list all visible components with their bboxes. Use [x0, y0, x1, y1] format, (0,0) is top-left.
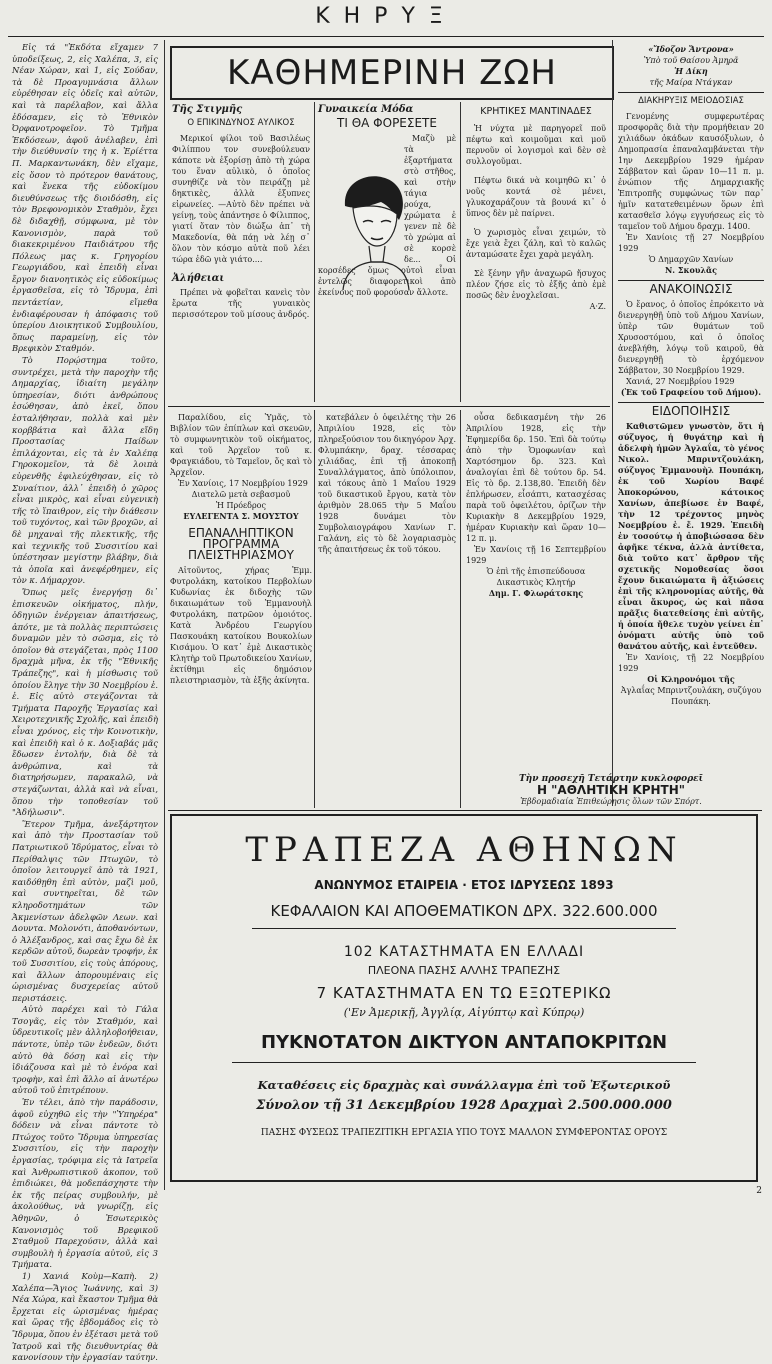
column-rule: [460, 102, 461, 402]
notice-body: Παραλίδου, εἰς Ὑμᾶς, τὸ Βιβλίον τῶν ἐπίπλων καὶ σκευῶν, τὸ συμφωνητικὸν τοῦ οἰκήματος, καὶ τοῦ Ἀρχεῖον τοῦ κ. Φραγκιάδου, τὸ Ταμεῖον, ὅς καὶ τὸ Ἀρχεῖον.: [170, 413, 312, 477]
notice-date: Ἐν Χανίοις τῇ 16 Σεπτεμβρίου 1929: [466, 545, 606, 565]
notice-signatory: Δημ. Γ. Φλωράτσκης: [488, 588, 584, 598]
article-kicker: Τῆς Στιγμῆς: [172, 104, 243, 115]
notice-body: κατεβάλεν ὁ ὀφειλέτης τὴν 26 Ἀπριλίου 1928, εἰς τὸν πληρεξούσιον του δικηγόρον Ἀρχ. Φλυμπάκην, δραχ. τέσσαρας χιλιάδας, ἐπὶ τῇ ἀποκοπῇ Συναλλάγματος, ἀπὸ ὑπόλοιπον, καὶ τόκους ἀπὸ 1 Μαΐου 1929 τοῦ δικαστικοῦ ἔργου, κατὰ τὸν ἀριθμὸν 28.065 τὴν 5 Μαΐου 1928 δυνάμει τὸν Συμβολαιογράφου Χανίων Γ. Γαλάνη, εἰς τὸ δὲ λογαριασμὸς τῆς ἀπαιτήσεως ἐκ τοῦ τόκου.: [318, 413, 456, 554]
article-body: Μερικοί φίλοι τοῦ Βασιλέως Φιλίππου τον συνεβούλευαν κάποτε νὰ ἐξορίσῃ ἀπὸ τὴ χώρα του ἕναν αὐλικὸ, ὁ ὁποῖος συνηθίζε νὰ τὸν πειράζῃ μὲ δηκτικὲς, ἀλλὰ ἐξυπνες εἰρωνείες. —Αὐτὸ δὲν πρέπει νὰ γείνῃ, τοὺς ἀπάντησε ὁ Φίλιππος, γιατί ὅταν τὸν διώξω ἀπ᾽ τὴ Μακεδονία, θὰ πάῃ νὰ λέῃ σ᾽ ὅλον τὸν κόσμο αὐτὰ ποῦ λέει τώρα ἐδῶ γιὰ γιάτο....: [172, 134, 310, 264]
ad-rule: [232, 1062, 696, 1063]
notice-closing: Διατελῶ μετὰ σεβασμοῦ: [191, 490, 291, 499]
paper-title: Η "ΑΘΛΗΤΙΚΗ ΚΡΗΤΗ": [536, 783, 686, 797]
column-rule: [314, 102, 315, 402]
book-subtitle: τῆς Μαίρα Ντάγκαν: [649, 78, 733, 87]
section-signatory: Ἀγλαΐας Μπριντζουλάκη, συζύγου Πουπάκη.: [620, 686, 762, 706]
article-stigmes: [172, 104, 310, 404]
stanza: Σὲ ξένην γῆν ἀναχωρῶ ἤσυχος πλέον ζήσε εἰς τὸ ἐξῆς ἀπὸ ἐμὲ ποσῶς δὲν ἐνοχλεῖσαι.: [466, 269, 606, 300]
notice-date: Ἐν Χανίοις, 17 Νοεμβρίου 1929: [178, 479, 308, 488]
page-number: 2: [756, 1186, 762, 1196]
notice-body: οὖσα δεδικασμένη τὴν 26 Ἀπριλίου 1928, εἰς τὴν Ἑφημερίδα δρ. 150. Ἐπὶ δὰ τούτῳ ἀπὸ τὴν Ὁμοφωνίαν καὶ Χαρτόσημον δρ. 323. Καὶ ἀναλογίαι ἐπὶ δὲ τούτου δρ. 54. Εἰς τὸ δρ. 2.138,80. Ἐπειδὴ δὲν ἐπλήρωσεν, εἶσάπτι, κατασχέσας παρὰ τοῦ ὀφειλέτου, ὁρίζων τὴν Κυριακὴν 8 Δεκεμβρίου 1929, ἡμέραν Κυριακὴν καὶ ὥραν 10—12 π. μ.: [466, 413, 606, 543]
section-role: Οἱ Κληρονόμοι τῆς: [647, 674, 735, 684]
section-date: Χανιά, 27 Νοεμβρίου 1929: [626, 377, 735, 386]
ad-line: ΠΛΕΟΝΑ ΠΑΣΗΣ ΑΛΛΗΣ ΤΡΑΠΕΖΗΣ: [367, 964, 561, 977]
section-title: ΕΙΔΟΠΟΙΗΣΙΣ: [618, 402, 764, 417]
section-signatory: Ν. Σκουλᾶς: [664, 265, 718, 275]
section-rule: [168, 406, 610, 407]
book-author: Ὑπὸ τοῦ Θαίσου Ἀμηρᾶ: [643, 56, 739, 65]
middle-column-3: [466, 412, 606, 808]
right-column: [618, 44, 764, 764]
left-paragraph: Εἰς τά "Ἑκδότα εἴχαμεν 7 ὑποδείξεως, 2, εἰς Χαλέπα, 3, εἰς Νέαν Χώραν, καὶ 1, εἰς Σούδαν, τὰ δὲ Προαγυμνάσια ἄλλων εὑρέθησαν εἰς ὁδεῖς καὶ αὐτῶν, καὶ τὰ παρέλαβον, καὶ ἄλλα ἐδόσαμεν, εἰς τὸ Ἐθνικὸν Ὀρφανοτροφεῖον. Τὸ Τμῆμα Ἐκδόσεων, ἀφοῦ ἀνέλαβεν, ἐπὶ τὴν διεύθυνσίν της ἡ κ. Ἐρίέττα Π. Μαρκαντωνάκη, δὲν εἴχαμε, εἰς ὅσον τὸ πρότερον θανάτους, καὶ ἕνεκα τῆς εὐδοκίμου διευθύνσεως τῆς διοιδόσθη, εἰς τὸν Βρεφονομικὸν Σταθμὸν, ἔχει δὲ διδαχθῇ, σύμφωνα, μὲ τὸν Κανονισμὸν, παρὰ τοῦ διακεκριμένου Παιδιάτρου τῆς Πόλεως μας κ. Γρηγορίου Γεωργιάδου, καὶ ἐπειδὴ εἶναι ἔργον διανοητικὸς εἰς εὐδοκίμως ἐργασθεῖσα, εἰς τὸ Ἴδρυμα, ἐπὶ πεντάετίαν, εἴμεθα ἐνδιαφέρουσαν ἡ ἀπόφασις τοῦ ὑπερίου Διοικητικοῦ Συμβουλίου, ὅπως παραμείνῃ, εἰς τὸν Βρεφικὸν Σταθμόν.: [12, 42, 158, 354]
ad-line: Καταθέσεις εἰς δραχμὰς καὶ συνάλλαγμα ἐπὶ τοῦ Ἐξωτερικοῦ: [257, 1078, 671, 1092]
ad-line: 7 ΚΑΤΑΣΤΗΜΑΤΑ ΕΝ ΤΩ ΕΞΩΤΕΡΙΚΩ: [316, 984, 612, 1002]
ad-rule: [252, 928, 676, 929]
book-title: Ἡ Δίκη: [674, 66, 708, 76]
left-paragraph: Αὐτὸ παρέχει καὶ τὸ Γάλα Τσογᾶς, εἰς τὸν Σταθμόν, καὶ ὑδρευτικοῖς μὲν ἀλληλοβοήθειαν, πάντοτε, ὑπὲρ τῶν ἐνδεῶν, διότι αὐτὸ θὰ δόσῃ καὶ εἰς τὴν ἰδιάζουσα καὶ μὲ τὸ ἐνόρα καὶ τροφὴν, καὶ ἐπὶ ἄλλο αἱ ἀνωτέρω αὐτοῦ τοῦ ἐπιτρέπουν.: [12, 1004, 158, 1096]
section-signatory: (Ἐκ τοῦ Γραφείου τοῦ Δήμου).: [620, 387, 762, 397]
middle-column-1: [170, 412, 312, 808]
section-date: Ἐν Χανίοις, τῇ 22 Νοεμβρίου 1929: [618, 653, 764, 673]
article-body: Πρέπει νὰ φοβεῖται κανεὶς τὸν ἔρωτα τῆς γυναικὸς περισσότερον τοῦ μίσους ἀνδρός.: [172, 288, 310, 319]
section-body: Γενομένης συμφερωτέρας προσφορᾶς διὰ τὴν προμήθειαν 20 χιλιάδων ὀκάδων καυσόξυλων, ὁ Δημοπρασία ἐπαναλαμβάνεται τὴν 1ην Δεκεμβρίου 1929 ἡμέραν Σάββατον καὶ ὥραν 10—11 π. μ. ἐνώπιον τῆς Δημαρχιακῆς Ἐπιτροπῆς συμφώνως τῶν παρ᾽ ἡμῖν κατατεθειμένων ὅρων ἐπὶ κατασθεῖσ λόγῳ εγγυήσεως εἰς τὸ ταμεῖον τοῦ Δήμου δραχμ. 1400.: [618, 112, 764, 231]
middle-column-2: [318, 412, 456, 808]
ad-line: ('Εν Ἀμερικῇ, Ἀγγλίᾳ, Αἰγύπτῳ καὶ Κύπρῳ): [343, 1006, 585, 1019]
ad-line: 102 ΚΑΤΑΣΤΗΜΑΤΑ ΕΝ ΕΛΛΑΔΙ: [343, 944, 585, 960]
article-mantinades: [466, 104, 606, 404]
notice-signatory: ΕΥΛΕΓΕΝΤΑ Σ. ΜΟΥΣΤΟΥ: [183, 511, 299, 521]
section-banner: ΚΑΘΗΜΕΡΙΝΗ ΖΩΗ: [170, 46, 614, 100]
notice-role: Ἡ Πρόεδρος: [216, 501, 266, 510]
section-body: Ὁ ἔρανος, ὁ ὁποῖος ἐπρόκειτο νὰ διενεργηθῇ ὑπὸ τοῦ Δήμου Χανίων, ὑπὲρ τῶν θυμάτων τοῦ Χρυσοστόμου, καὶ ὁ ὁποῖος ἀνεβλήθη, λόγῳ τοῦ καιροῦ, θὰ διενεργηθῇ τὸ ἐρχόμενον Σάββατον, 30 Νοεμβρίου 1929.: [618, 300, 764, 375]
fashion-illustration: [333, 170, 413, 290]
left-column: [12, 42, 158, 1363]
article-title: Ο ΕΠΙΚΙΝΔΥΝΟΣ ΑΥΛΙΚΟΣ: [187, 118, 295, 128]
section-body: Καθιστῶμεν γνωστὸν, ὅτι ἡ σύζυγος, ἡ θυγάτηρ καὶ ἡ ἀδελφὴ ἡμῶν Ἀγλαΐα, τὸ γένος Νικολ. Μπριντζουλάκη, σύζυγος Ἐμμανουὴλ Πουπάκη, ἐκ τοῦ Χωρίου Βαφέ Ἀποκορώνου, κάτοικος Χανίων, ἀπεβίωσε ἐν Βαφέ, τὴν 12 τρέχοντος μηνὸς Νοεμβρίου ἐ. ἔ. 1929. Ἐπειδὴ ἐν τοσούτῳ ἡ ἀποβιώσασα δὲν ἀφῆκε τέκνα, ἀλλὰ ἀντίθετα, διὰ τοῦτο κατ᾽ ἄρθρον τῆς σχετικῆς Νομοθεσίας ὅσοι ἔχουν δικαιώματα ἢ ἀξιώσεις ἐπὶ τῆς κληρονομίας αὐτῆς, θὰ εἶναι ἄκυρος, ὡς καὶ πᾶσα πρᾶξις διατεθείσης ἐπὶ αὐτῆς, ἡ ὁποία ἤθελε τυχὸν γείνει ἐπ᾽ ὀνόματι αὐτῆς ὑπὸ τοῦ θανάτου αὐτῆς, καὶ ἐντεῦθεν.: [618, 421, 764, 651]
column-rule: [164, 40, 165, 1190]
ad-line: Σύνολον τῇ 31 Δεκεμβρίου 1928 Δραχμαὶ 2.500.000.000: [256, 1098, 672, 1113]
section-title: ΑΝΑΚΟΙΝΩΣΙΣ: [618, 280, 764, 295]
column-rule: [612, 40, 613, 806]
article-kicker: Ἀλήθειαι: [172, 273, 225, 284]
ad-subtitle: ΑΝΩΝΥΜΟΣ ΕΤΑΙΡΕΙΑ · ΕΤΟΣ ΙΔΡΥΣΕΩΣ 1893: [314, 878, 614, 892]
notice-lead: Τὴν προσεχῆ Τετάρτην κυκλοφορεῖ: [518, 774, 704, 784]
left-paragraph: Ὅπως μεῖς ἐνεργήσῃ δι᾽ ἐπισκευῶν οἰκήματος, πλήν, ὁδηγιῶν ἐνέργειαν ἀπαιτήσεως, ἀπότε, με τὰ πολλὰς περιπτώσεις δυναμῶν μὲν τὸ σῶσμα, εἰς τὸ ὁποῖον θὰ στεγάζεται, πρὸς 1100 δραχμὰ μῆνα, ἐκ τῆς "Ἐθνικῆς Τράπεζης", καὶ ἡ μίσθωσις τοῦ ὁποίου ἔληγε τὴν 30 Νοεμβρίου ἐ. ἐ. Εἰς αὐτὸ στεγάζονται τὰ Τμήματα Παροχῆς Ἐργασίας καὶ Χειροτεχνικῆς Σχολῆς, καὶ ἐπειδὴ εἶναι χρόνος, εἰς τὴν Κοινοτικὴν, καὶ ἐπειδὴ καὶ ὁ κ. Δοξιαβάς μᾶς ἔδωσεν ἐντολήν, διὰ δὲ τὰ ἀνθρώπινα, καὶ τὰ διατηρήσωμεν, παρακαλῶ, νὰ στεγάζωνται, ἀλλὰ καὶ νὰ εἶναι, ὅπου τὴν τοποθεσίαν τοῦ "Ἀδήλωσιν".: [12, 586, 158, 818]
book-heading: «Ἴδοζον Ἄντρονα»: [648, 44, 734, 54]
proclamation-body: Αἰτοῦντος, χήρας Ἐμμ. Φυτρολάκη, κατοίκου Περβολίων Κυδωνίας ἐκ διδοχὴς τῶν δικαιωμάτων τοῦ Ἐμμανουὴλ Φυτρολάκη, πατρῶον ὁμοιότος. Κατὰ Ἀνδρέου Γεωργίου Πασκουάκη κατοίκου Βουκολίων Κισάμου. Ὁ κατ᾽ ἐμὲ Δικαστικὸς Κλητὴρ τοῦ Πρωτοδικείου Χανίων, ἐκτίθημι εἰς δημόσιον πλειστηριασμὸν, τὰ ἑξῆς ἀκίνητα.: [170, 566, 312, 685]
left-paragraph: Τὸ Πορῴστημα τοῦτο, συντρέχει, μετὰ τὴν παροχὴν τῆς Δημαρχίας, ἰδιαίτη μεγάλην ὑπηρεσίαν, διότι ἀνθρώπους ἐσώθησαν, ἀπὸ ἐκεῖ, ὅπου ἐσταλήθησαν, πολλὰ καὶ μὲν κορββάτια καὶ ἄλλα εἴδη Προστασίας Παίδων ἐπιλάχονται, εἰς τὰ ἐν Χαλέπᾳ Γηροκομεῖον, τὰ δὲ λοιπὰ εὑρενθῆς ἐφιλεύχθησαν, εἰς τὸ Συναίτιον, ἀλλ᾽ ἐπειδὴ ὁ χῶρος εἶναι μικρὸς, καὶ εἶναι εὐγενικὴ τῆς τὸ ἵπαιθρον, εἰς τὴν διάθεσιν τοῦ τυχόντος, καὶ τῶν βροχῶν, αἱ δὲ μηχαναὶ τῆς πλεκτικῆς, τῆς καὶ τεχνικῆς τοῦ Συσσιτίου καὶ ὑπέστησαν μεγίστην βλάβην, διὰ τὰ ὁποῖα καὶ ἀνεφέρθημεν, εἰς τὸν κ. Δήμαρχον.: [12, 355, 158, 586]
section-rule: [168, 810, 762, 811]
masthead: ΚΗΡΥΞ: [315, 4, 457, 29]
article-kicker: Γυναικεία Μόδα: [318, 104, 414, 115]
left-paragraph: Ἐν τέλει, ἀπὸ τὴν παράδοσιν, ἀφοῦ εὐχηθῶ εἰς τὴν "Ὑπηρέρα" δόδειν νὰ εἶναι πάντοτε τὸ Πτώχος τοῦτο Ἴδρυμα ὑπηρεσίας Συσσιτίου, εἰς τὴν παροχὴν ἐργασίας, τρόφιμα εἰς τὰ Ιατρεῖα καὶ Ἀνθρωπιστικοῦ ἀκοπον, τοῦ ἐπιδιώκει, θὰ μοδεπάσχηστε τὴν ἐκ τῆς πείρας συμβουλήν, μὲ ἀκολούθως, νὰ γνωρίζῃ, εἰς Ἀθηνῶν, ὁ Ἐσωτερικὸς Κανονισμὸς τοῦ Βρεφικοῦ Σταθμοῦ Παρεχούσιν, ἀλλὰ καὶ συμβουλὴ ἡ ἐργασία αὐτοῦ, εἰς 3 Τμήματα.: [12, 1097, 158, 1270]
column-rule: [460, 410, 461, 808]
ad-title: ΤΡΑΠΕΖΑ ΑΘΗΝΩΝ: [245, 830, 683, 870]
article-title: ΚΡΗΤΙΚΕΣ ΜΑΝΤΙΝΑΔΕΣ: [480, 106, 592, 117]
proclamation-title: ΕΠΑΝΑΛΗΠΤΙΚΟΝ ΠΡΟΓΡΑΜΜΑ ΠΛΕΙΣΤΗΡΙΑΣΜΟΥ: [188, 526, 294, 562]
bank-advertisement: [170, 814, 758, 1182]
section-role: Ὁ Δημαρχῶν Χανίων: [648, 255, 734, 264]
section-date: Ἐν Χανίοις τῇ 27 Νοεμβρίου 1929: [618, 233, 764, 253]
column-rule: [314, 410, 315, 808]
left-paragraph: 1) Χανιά Κοὺμ—Καπὴ. 2) Χαλέπα—Ἅγιος Ἰωάννης, καὶ 3) Νέα Χώρα, καὶ ἕκαστον Τμῆμα θὰ ἔρχεται εἰς ὡρισμένας ἡμέρας καὶ ὥρας τῆς ἑβδομάδος εἰς τὸ Ἴδρυμα, ὅπου ἐν ἐξέτασι μετὰ τοῦ Ἰατροῦ καὶ τῆς διευθυντρίας θὰ κανονίσουν τὴν ἐργασίαν ταύτην.: [12, 1270, 158, 1363]
ad-line: ΠΥΚΝΟΤΑΤΟΝ ΔΙΚΤΥΟΝ ΑΝΤΑΠΟΚΡΙΤΩΝ: [260, 1032, 668, 1053]
stanza: Ἡ νύχτα μὲ παρηγορεῖ ποῦ πέφτω καὶ κοιμοῦμαι καὶ μοῦ περνοῦν οἱ λογισμοὶ καὶ δὲν σὲ συλλογοῦμαι.: [466, 124, 606, 166]
notice-role: Ὁ ἐπὶ τῆς ἐπισπεύδουσα Δικαστικὸς Κλητήρ: [486, 567, 586, 587]
ad-line: ΠΑΣΗΣ ΦΥΣΕΩΣ ΤΡΑΠΕΖΙΤΙΚΗ ΕΡΓΑΣΙΑ ΥΠΟ ΤΟΥΣ ΜΑΛΛΟΝ ΣΥΜΦΕΡΟΝΤΑΣ ΟΡΟΥΣ: [260, 1128, 668, 1138]
paper-subtitle: Ἑβδομαδιαία Ἐπιθεώρησις ὅλων τῶν Σπόρτ.: [520, 797, 702, 806]
left-paragraph: Ἕτερον Τμῆμα, ἀνεξάρτητον καὶ ἀπὸ τὴν Προστασίαν τοῦ Πατριωτικοῦ Ἱδρύματος, εἶναι τὸ Περίθαλψις τῶν Πτωχῶν, τὸ ὁποῖον λειτουργεῖ ἀπὸ τὰ 1921, καιδόθῃθη ἐπὶ αὐτὸν, μαζὶ μοῦ, καὶ συντηρεῖται, δὲ τῶν κληροδοτημάτων τῶν Ἀκμενίστων ἀδελφῶν Λεων. καὶ Δουντα. Μολονότι, ἀποθανόντων, ὁ Ἀλέξανδρος, καὶ σας ἔχω δὲ ἐκ κερδῶν αὐτοῦ, δωρεὰν τροφήν, ἐκ τοῦ Συσσιτίου, εἰς τοὺς ἀπόρους, καὶ ἄλλων ἀπορουμέναις εἰς ὡρισμένας δυσχερείας αὐτοῦ περιστάσεις.: [12, 818, 158, 1003]
article-body: Μαζὺ μὲ τὰ ἐξαρτήματα στὸ στῆθος, καὶ στὴν τάγια ρούχα, χρώματα ἐ γενεν πὲ δὲ τὸ χρώμα αἱ σὲ κορσὲ δε... Οἱ κορσέδες ὅμως οὐτοὶ εἶναι ἐντελῶς διαφορετικοὶ ἀπὸ ἐκείνους ποῦ φορούσαν ἄλλοτε.: [318, 134, 456, 297]
section-title: ΔΙΑΚΗΡΥΞΙΣ ΜΕΙΟΔΟΣΙΑΣ: [618, 92, 764, 107]
article-title: ΤΙ ΘΑ ΦΟΡΕΣΕΤΕ: [337, 116, 437, 130]
stanza: Πέφτω δικά νὰ κοιμηθῶ κι᾽ ὁ νοῦς κοντά σὲ μένει, γλυκοχαράζουν τὰ βουνά κι᾽ ὁ ὕπνος δὲν μὲ παίρνει.: [466, 176, 606, 218]
masthead-rule: [8, 36, 764, 37]
sports-paper-notice: [466, 774, 756, 810]
ad-capital: ΚΕΦΑΛΑΙΟΝ ΚΑΙ ΑΠΟΘΕΜΑΤΙΚΟΝ ΔΡΧ. 322.600.000: [270, 902, 658, 920]
stanza: Ὁ χωρισμὸς εἶναι χειμών, τὸ ἔχε γειὰ ἔχει ζάλη, καὶ τὸ καλῶς ἀνταμώσατε ἔχει χαρὰ μεγάλη.: [466, 228, 606, 259]
signature: Α·Ζ.: [589, 302, 606, 311]
